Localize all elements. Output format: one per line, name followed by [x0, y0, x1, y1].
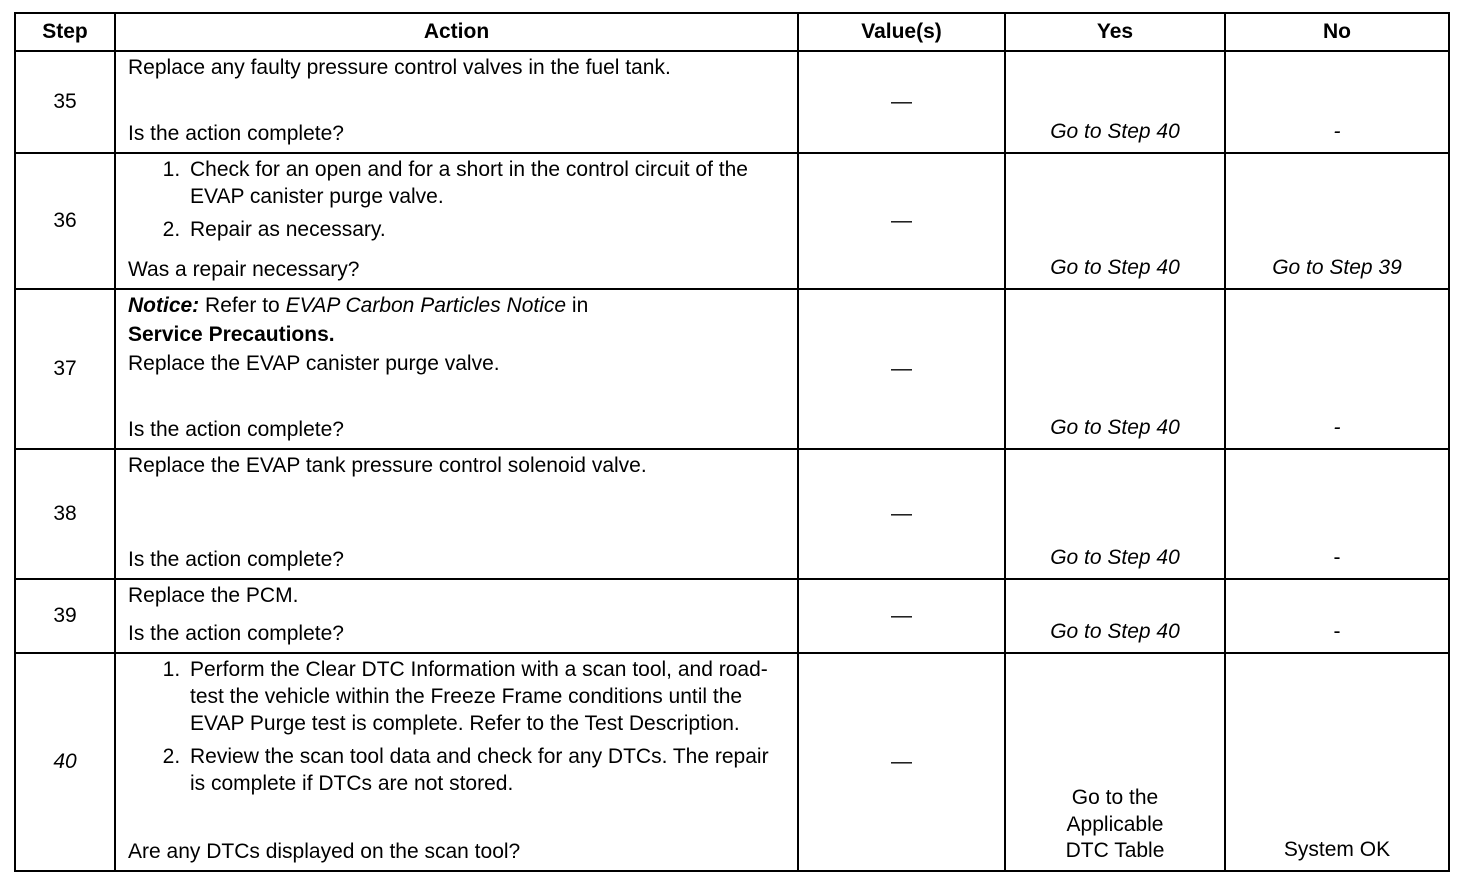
diagnostic-table [14, 12, 1450, 872]
list-item: 1. Perform the Clear DTC Information with a scan tool, and road-test the vehicle within the Freeze Frame conditions until the EVAP Purge test is complete. Refer to the Test Description. [186, 657, 789, 738]
notice-text: Refer to [199, 294, 286, 317]
action-text: Replace any faulty pressure control valves in the fuel tank. [128, 56, 671, 79]
action-question: Was a repair necessary? [128, 258, 360, 282]
step-number: 35 [15, 51, 115, 153]
list-item: 2. Review the scan tool data and check for any DTCs. The repair is complete if DTCs are not stored. [186, 744, 789, 798]
step-number: 38 [15, 449, 115, 579]
step-number: 40 [15, 653, 115, 871]
list-item: 1. Check for an open and for a short in the control circuit of the EVAP canister purge valve. [186, 157, 789, 211]
yes-cell: Go to Step 40 [1005, 289, 1225, 449]
yes-cell: Go to Step 40 [1005, 579, 1225, 653]
action-cell [115, 653, 798, 871]
step-number: 37 [15, 289, 115, 449]
action-text: Replace the EVAP canister purge valve. [128, 351, 500, 375]
value-cell: — [798, 579, 1005, 653]
value-cell: — [798, 289, 1005, 449]
header-yes: Yes [1005, 13, 1225, 51]
header-no: No [1225, 13, 1449, 51]
action-question: Is the action complete? [128, 622, 344, 646]
action-cell [115, 289, 798, 449]
action-question: Is the action complete? [128, 122, 344, 146]
table-row-step-37 [15, 289, 1449, 449]
value-cell: — [798, 51, 1005, 153]
yes-cell: Go to Step 40 [1005, 449, 1225, 579]
list-item: 2. Repair as necessary. [186, 217, 789, 244]
action-steps-list [128, 157, 789, 244]
header-step: Step [15, 13, 115, 51]
action-question: Are any DTCs displayed on the scan tool? [128, 840, 521, 864]
notice-section: Service Precautions. [128, 322, 335, 346]
step-number: 36 [15, 153, 115, 289]
no-cell: - [1225, 449, 1449, 579]
header-values: Value(s) [798, 13, 1005, 51]
value-cell: — [798, 153, 1005, 289]
yes-cell: Go to Step 40 [1005, 51, 1225, 153]
table-row-step-40 [15, 653, 1449, 871]
notice-line [128, 293, 789, 320]
no-cell: - [1225, 289, 1449, 449]
notice-label: Notice: [128, 294, 200, 317]
action-question: Is the action complete? [128, 418, 344, 442]
header-action: Action [115, 13, 798, 51]
action-cell [115, 51, 798, 153]
table-row-step-39 [15, 579, 1449, 653]
action-cell [115, 579, 798, 653]
step-number: 39 [15, 579, 115, 653]
action-steps-list [128, 657, 789, 797]
table-row-step-38 [15, 449, 1449, 579]
notice-block [128, 293, 789, 378]
table-row-step-36 [15, 153, 1449, 289]
no-cell: System OK [1225, 653, 1449, 871]
yes-text: Go to the Applicable DTC Table [1065, 786, 1165, 862]
notice-text-end: in [566, 294, 589, 317]
yes-cell [1005, 653, 1225, 871]
notice-reference: EVAP Carbon Particles Notice [285, 294, 567, 317]
table-row-step-35 [15, 51, 1449, 153]
no-cell: - [1225, 579, 1449, 653]
value-cell: — [798, 449, 1005, 579]
action-cell [115, 449, 798, 579]
value-cell: — [798, 653, 1005, 871]
yes-cell: Go to Step 40 [1005, 153, 1225, 289]
action-cell [115, 153, 798, 289]
action-question: Is the action complete? [128, 548, 344, 572]
action-text: Replace the EVAP tank pressure control solenoid valve. [128, 454, 647, 477]
no-cell: - [1225, 51, 1449, 153]
action-text: Replace the PCM. [128, 584, 299, 607]
no-cell: Go to Step 39 [1225, 153, 1449, 289]
header-row [15, 13, 1449, 51]
